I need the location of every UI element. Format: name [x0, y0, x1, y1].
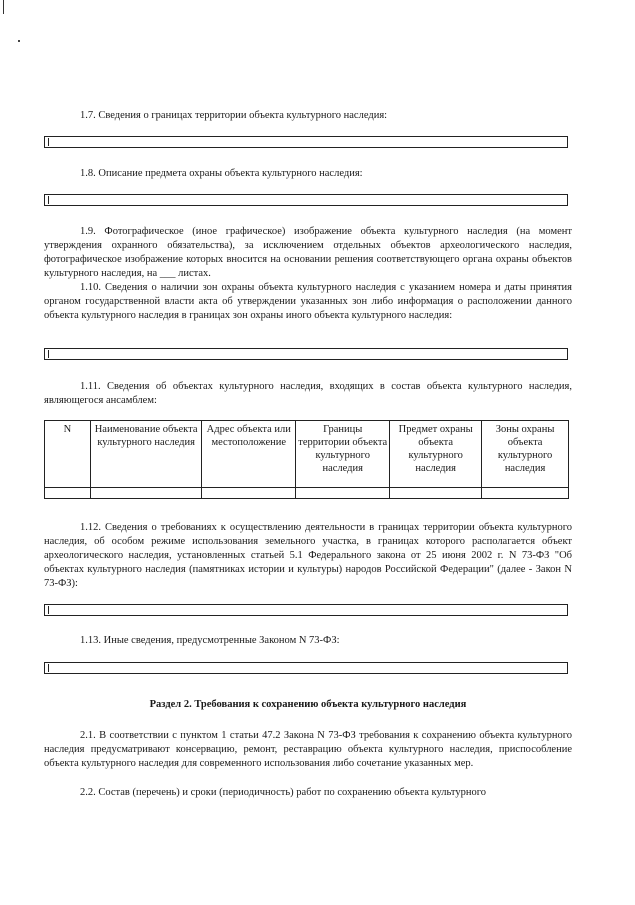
col-header-borders: Границы территории объекта культурного наследия: [296, 421, 390, 488]
table-header-row: [45, 421, 569, 488]
table-cell[interactable]: [296, 488, 390, 499]
paragraph-2-1: [44, 729, 572, 771]
field-protection-zones[interactable]: [44, 348, 568, 360]
ensemble-objects-table: [44, 420, 569, 499]
paragraph-1-10-text: 1.10. Сведения о наличии зон охраны объекта культурного наследия с указанием номера и даты принятия органом государственной власти акта об утверждении указанных зон либо информация о расположении данного объекта культурного наследия в границах зон охраны иного объекта культурного наследия:: [44, 282, 572, 321]
paragraph-1-7: [44, 109, 572, 123]
scan-edge-mark: [3, 0, 4, 14]
paragraph-1-9-text: 1.9. Фотографическое (иное графическое) изображение объекта культурного наследия (на момент утверждения охранного обязательства), за исключением отдельных объектов археологического наследия, фотографическое изображение которых вносится на основании решения соответствующего органа охраны объектов культурного наследия, на ___ листах.: [44, 226, 572, 279]
col-header-protection-subject: Предмет охраны объекта культурного наследия: [390, 421, 482, 488]
field-other-info[interactable]: [44, 662, 568, 674]
paragraph-1-8-text: 1.8. Описание предмета охраны объекта культурного наследия:: [80, 168, 363, 179]
col-header-protection-zones: Зоны охраны объекта культурного наследия: [482, 421, 569, 488]
paragraph-1-8: [44, 167, 572, 181]
table-cell[interactable]: [90, 488, 201, 499]
paragraph-1-13: [44, 634, 572, 648]
paragraph-1-12: [44, 521, 572, 591]
table-cell[interactable]: [45, 488, 91, 499]
col-header-name: Наименование объекта культурного наследия: [90, 421, 201, 488]
section-2-title: Раздел 2. Требования к сохранению объекта культурного наследия: [149, 699, 467, 710]
field-territory-borders[interactable]: [44, 136, 568, 148]
scan-speck: [18, 40, 20, 42]
col-header-number: N: [45, 421, 91, 488]
paragraph-1-13-text: 1.13. Иные сведения, предусмотренные Законом N 73-ФЗ:: [80, 635, 340, 646]
table-cell[interactable]: [202, 488, 296, 499]
table-cell[interactable]: [390, 488, 482, 499]
paragraph-1-11: [44, 380, 572, 408]
paragraph-2-2: [44, 786, 572, 800]
col-header-address: Адрес объекта или местоположение: [202, 421, 296, 488]
table-cell[interactable]: [482, 488, 569, 499]
table-row: [45, 488, 569, 499]
field-activity-requirements[interactable]: [44, 604, 568, 616]
paragraph-2-1-text: 2.1. В соответствии с пунктом 1 статьи 47.2 Закона N 73-ФЗ требования к сохранению объекта культурного наследия предусматривают консервацию, ремонт, реставрацию объекта культурного наследия, приспособление объекта культурного наследия для современного использования либо сочетание указанных мер.: [44, 730, 572, 769]
paragraph-1-12-text: 1.12. Сведения о требованиях к осуществлению деятельности в границах территории объекта культурного наследия, об особом режиме использования земельного участка, в границах которого располагается объект археологического наследия, установленных статьей 5.1 Федерального закона от 25 июня 2002 г. N 73-ФЗ "Об объектах культурного наследия (памятниках истории и культуры) народов Российской Федерации" (далее - Закон N 73-ФЗ):: [44, 522, 572, 589]
paragraph-1-9: [44, 225, 572, 281]
paragraph-2-2-text: 2.2. Состав (перечень) и сроки (периодичность) работ по сохранению объекта культурного: [80, 787, 487, 798]
paragraph-1-11-text: 1.11. Сведения об объектах культурного наследия, входящих в состав объекта культурного наследия, являющегося ансамблем:: [44, 381, 572, 406]
field-protection-subject[interactable]: [44, 194, 568, 206]
paragraph-1-10: [44, 281, 572, 323]
paragraph-1-7-text: 1.7. Сведения о границах территории объекта культурного наследия:: [80, 110, 388, 121]
